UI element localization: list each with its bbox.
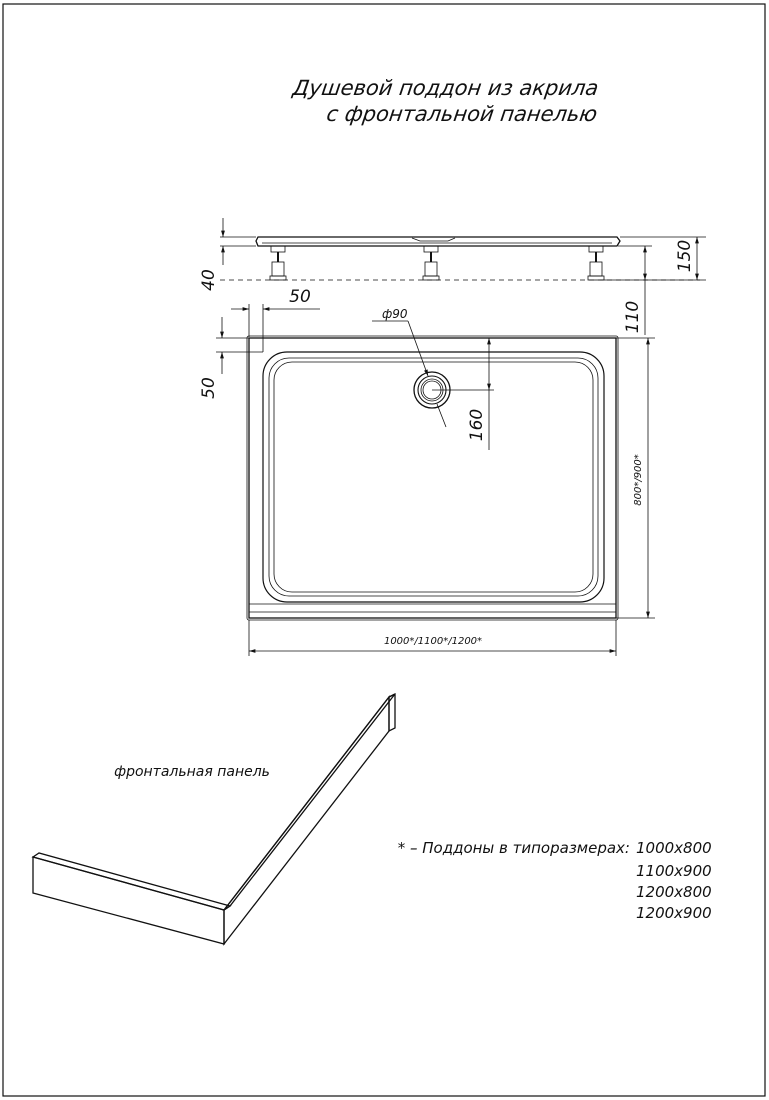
dim-150-label: 150 (675, 239, 695, 273)
dim-width-label: 1000*/1100*/1200* (383, 636, 483, 647)
tray-top-view (247, 336, 618, 620)
dim-50-side-label: 50 (199, 377, 219, 399)
dim-90 (372, 307, 446, 427)
tray-leg-center (423, 246, 439, 280)
tray-side-view (220, 237, 700, 280)
tray-leg-right (588, 246, 604, 280)
note-size-2: 1100x900 (636, 862, 712, 880)
title-line-1: Душевой поддон из акрила (291, 75, 601, 100)
dim-90-label: ф90 (382, 307, 408, 321)
dim-width (249, 620, 616, 656)
tray-leg-left (270, 246, 286, 280)
front-panel-drawing (33, 694, 395, 944)
note-size-4: 1200x900 (636, 904, 712, 922)
dim-110 (618, 246, 652, 335)
dim-50-side (199, 317, 263, 399)
dim-40-label: 40 (199, 269, 219, 291)
dim-height (616, 338, 655, 618)
front-panel-label: фронтальная панель (114, 764, 270, 780)
dim-150 (600, 237, 706, 280)
dim-height-label: 800*/900* (633, 454, 644, 506)
note-prefix: * – Поддоны в типоразмерах: (397, 839, 630, 857)
dim-50-top-label: 50 (289, 287, 311, 307)
note-size-1: 1000x800 (636, 839, 712, 857)
size-note (398, 839, 712, 922)
dim-160 (432, 338, 494, 450)
dim-50-top (231, 287, 320, 352)
dim-110-label: 110 (623, 300, 643, 334)
note-size-3: 1200x800 (636, 883, 712, 901)
dim-160-label: 160 (467, 408, 487, 442)
sheet-frame (3, 4, 765, 1096)
title-line-2: с фронтальной панелью (325, 101, 600, 126)
